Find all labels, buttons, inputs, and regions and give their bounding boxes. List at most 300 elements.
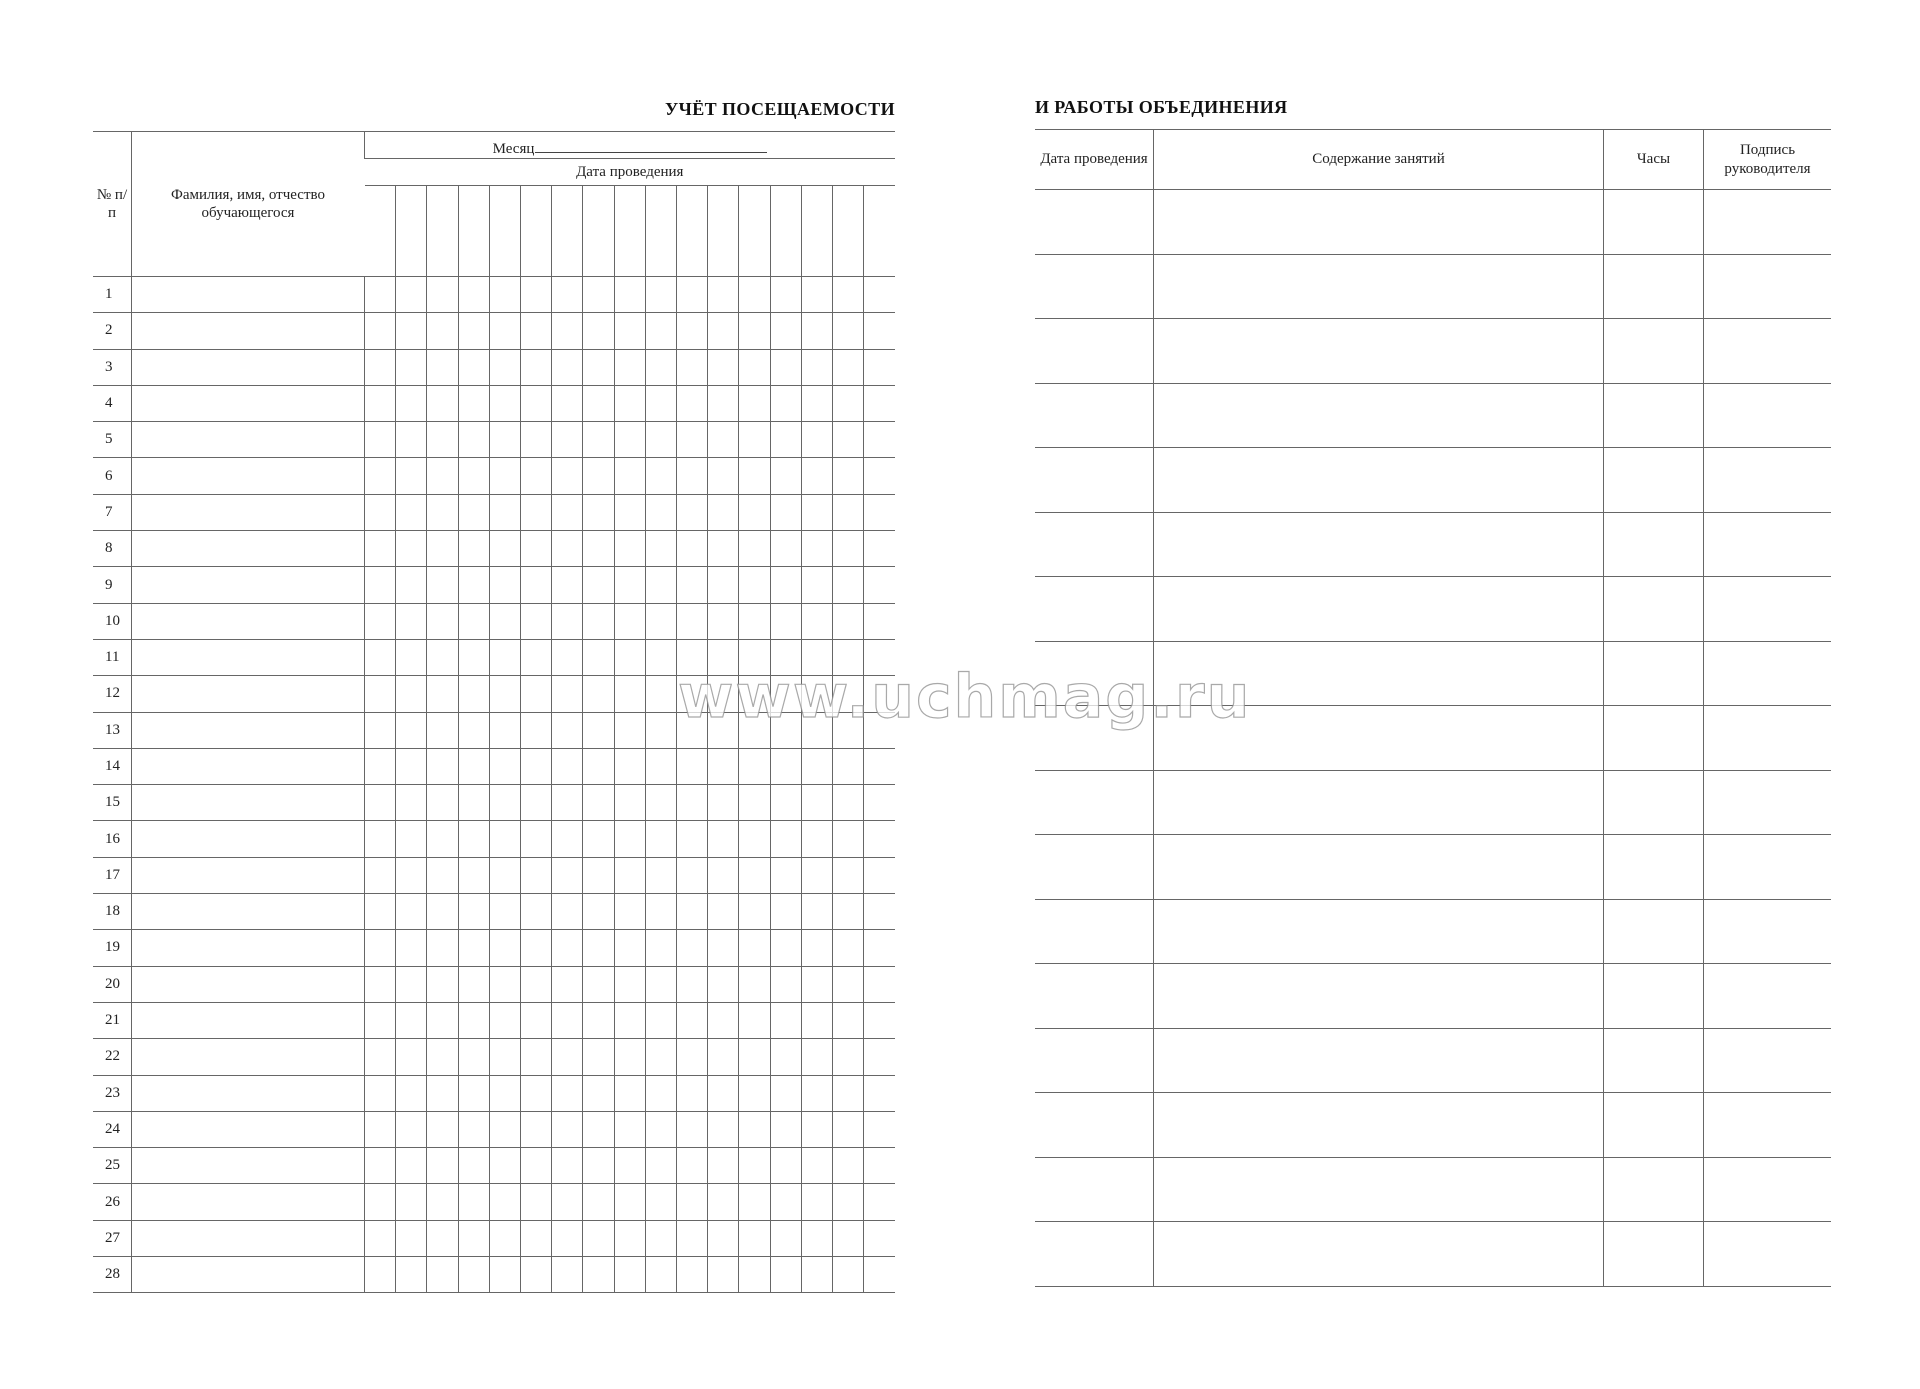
attendance-cell[interactable] (365, 1257, 396, 1293)
hours-cell[interactable] (1604, 190, 1704, 255)
signature-cell[interactable] (1704, 190, 1832, 255)
attendance-cell[interactable] (489, 567, 520, 603)
attendance-cell[interactable] (677, 821, 708, 857)
attendance-cell[interactable] (614, 894, 645, 930)
attendance-cell[interactable] (801, 894, 832, 930)
lesson-date-cell[interactable] (1035, 383, 1154, 448)
attendance-cell[interactable] (365, 748, 396, 784)
attendance-cell[interactable] (552, 785, 583, 821)
lesson-date-cell[interactable] (1035, 1093, 1154, 1158)
attendance-cell[interactable] (614, 676, 645, 712)
attendance-cell[interactable] (458, 567, 489, 603)
attendance-cell[interactable] (708, 349, 739, 385)
attendance-cell[interactable] (365, 458, 396, 494)
attendance-cell[interactable] (583, 712, 614, 748)
student-name-cell[interactable] (132, 349, 365, 385)
attendance-cell[interactable] (677, 494, 708, 530)
attendance-cell[interactable] (583, 494, 614, 530)
attendance-cell[interactable] (552, 1148, 583, 1184)
attendance-cell[interactable] (552, 1002, 583, 1038)
attendance-cell[interactable] (739, 567, 770, 603)
attendance-cell[interactable] (489, 313, 520, 349)
lesson-content-cell[interactable] (1154, 1093, 1604, 1158)
attendance-cell[interactable] (770, 277, 801, 313)
lesson-date-cell[interactable] (1035, 1157, 1154, 1222)
date-column-cell[interactable] (708, 186, 739, 277)
attendance-cell[interactable] (677, 349, 708, 385)
attendance-cell[interactable] (458, 1075, 489, 1111)
attendance-cell[interactable] (833, 785, 864, 821)
attendance-cell[interactable] (770, 821, 801, 857)
attendance-cell[interactable] (458, 712, 489, 748)
lesson-content-cell[interactable] (1154, 577, 1604, 642)
student-name-cell[interactable] (132, 676, 365, 712)
attendance-cell[interactable] (864, 1220, 895, 1256)
attendance-cell[interactable] (739, 857, 770, 893)
attendance-cell[interactable] (801, 930, 832, 966)
date-column-cell[interactable] (801, 186, 832, 277)
attendance-cell[interactable] (396, 1220, 427, 1256)
attendance-cell[interactable] (739, 531, 770, 567)
attendance-cell[interactable] (739, 1002, 770, 1038)
attendance-cell[interactable] (458, 1002, 489, 1038)
attendance-cell[interactable] (614, 422, 645, 458)
attendance-cell[interactable] (864, 966, 895, 1002)
attendance-cell[interactable] (365, 531, 396, 567)
attendance-cell[interactable] (396, 567, 427, 603)
attendance-cell[interactable] (552, 894, 583, 930)
attendance-cell[interactable] (458, 676, 489, 712)
signature-cell[interactable] (1704, 383, 1832, 448)
attendance-cell[interactable] (739, 422, 770, 458)
attendance-cell[interactable] (864, 748, 895, 784)
hours-cell[interactable] (1604, 383, 1704, 448)
attendance-cell[interactable] (614, 603, 645, 639)
student-name-cell[interactable] (132, 385, 365, 421)
attendance-cell[interactable] (708, 1184, 739, 1220)
date-column-cell[interactable] (427, 186, 458, 277)
attendance-cell[interactable] (458, 313, 489, 349)
lesson-date-cell[interactable] (1035, 899, 1154, 964)
attendance-cell[interactable] (365, 567, 396, 603)
attendance-cell[interactable] (427, 748, 458, 784)
attendance-cell[interactable] (583, 1075, 614, 1111)
attendance-cell[interactable] (614, 1220, 645, 1256)
attendance-cell[interactable] (708, 494, 739, 530)
hours-cell[interactable] (1604, 1093, 1704, 1158)
attendance-cell[interactable] (365, 313, 396, 349)
attendance-cell[interactable] (396, 966, 427, 1002)
attendance-cell[interactable] (396, 1111, 427, 1147)
attendance-cell[interactable] (770, 1075, 801, 1111)
lesson-content-cell[interactable] (1154, 319, 1604, 384)
attendance-cell[interactable] (614, 966, 645, 1002)
attendance-cell[interactable] (552, 1184, 583, 1220)
attendance-cell[interactable] (864, 567, 895, 603)
attendance-cell[interactable] (396, 1184, 427, 1220)
attendance-cell[interactable] (521, 676, 552, 712)
student-name-cell[interactable] (132, 313, 365, 349)
attendance-cell[interactable] (552, 458, 583, 494)
lesson-date-cell[interactable] (1035, 577, 1154, 642)
signature-cell[interactable] (1704, 899, 1832, 964)
attendance-cell[interactable] (458, 1257, 489, 1293)
attendance-cell[interactable] (427, 422, 458, 458)
attendance-cell[interactable] (365, 1075, 396, 1111)
date-column-cell[interactable] (489, 186, 520, 277)
attendance-cell[interactable] (677, 1184, 708, 1220)
attendance-cell[interactable] (614, 748, 645, 784)
attendance-cell[interactable] (677, 748, 708, 784)
attendance-cell[interactable] (583, 639, 614, 675)
attendance-cell[interactable] (489, 277, 520, 313)
attendance-cell[interactable] (614, 930, 645, 966)
attendance-cell[interactable] (583, 1039, 614, 1075)
student-name-cell[interactable] (132, 458, 365, 494)
attendance-cell[interactable] (458, 1220, 489, 1256)
student-name-cell[interactable] (132, 639, 365, 675)
attendance-cell[interactable] (770, 1148, 801, 1184)
attendance-cell[interactable] (801, 966, 832, 1002)
attendance-cell[interactable] (833, 385, 864, 421)
attendance-cell[interactable] (458, 639, 489, 675)
student-name-cell[interactable] (132, 422, 365, 458)
attendance-cell[interactable] (677, 385, 708, 421)
attendance-cell[interactable] (552, 313, 583, 349)
attendance-cell[interactable] (396, 1002, 427, 1038)
hours-cell[interactable] (1604, 1028, 1704, 1093)
attendance-cell[interactable] (677, 277, 708, 313)
attendance-cell[interactable] (552, 1257, 583, 1293)
attendance-cell[interactable] (427, 894, 458, 930)
attendance-cell[interactable] (396, 1257, 427, 1293)
attendance-cell[interactable] (645, 494, 676, 530)
attendance-cell[interactable] (396, 531, 427, 567)
attendance-cell[interactable] (708, 567, 739, 603)
date-column-cell[interactable] (864, 186, 895, 277)
attendance-cell[interactable] (521, 422, 552, 458)
hours-cell[interactable] (1604, 577, 1704, 642)
attendance-cell[interactable] (801, 603, 832, 639)
attendance-cell[interactable] (770, 494, 801, 530)
attendance-cell[interactable] (833, 422, 864, 458)
attendance-cell[interactable] (427, 494, 458, 530)
attendance-cell[interactable] (396, 277, 427, 313)
attendance-cell[interactable] (458, 1184, 489, 1220)
attendance-cell[interactable] (583, 567, 614, 603)
attendance-cell[interactable] (708, 458, 739, 494)
attendance-cell[interactable] (458, 857, 489, 893)
attendance-cell[interactable] (583, 748, 614, 784)
date-column-cell[interactable] (583, 186, 614, 277)
month-blank-line[interactable] (535, 138, 767, 153)
attendance-cell[interactable] (489, 966, 520, 1002)
lesson-date-cell[interactable] (1035, 254, 1154, 319)
attendance-cell[interactable] (864, 821, 895, 857)
attendance-cell[interactable] (833, 567, 864, 603)
attendance-cell[interactable] (427, 966, 458, 1002)
attendance-cell[interactable] (521, 277, 552, 313)
attendance-cell[interactable] (833, 821, 864, 857)
attendance-cell[interactable] (864, 349, 895, 385)
attendance-cell[interactable] (677, 603, 708, 639)
signature-cell[interactable] (1704, 1222, 1832, 1287)
attendance-cell[interactable] (677, 1220, 708, 1256)
attendance-cell[interactable] (458, 531, 489, 567)
attendance-cell[interactable] (521, 857, 552, 893)
attendance-cell[interactable] (614, 821, 645, 857)
attendance-cell[interactable] (489, 458, 520, 494)
attendance-cell[interactable] (458, 966, 489, 1002)
attendance-cell[interactable] (864, 385, 895, 421)
attendance-cell[interactable] (427, 385, 458, 421)
lesson-content-cell[interactable] (1154, 1222, 1604, 1287)
attendance-cell[interactable] (864, 1039, 895, 1075)
attendance-cell[interactable] (645, 1002, 676, 1038)
attendance-cell[interactable] (770, 930, 801, 966)
attendance-cell[interactable] (864, 785, 895, 821)
lesson-content-cell[interactable] (1154, 448, 1604, 513)
attendance-cell[interactable] (864, 1257, 895, 1293)
attendance-cell[interactable] (614, 857, 645, 893)
hours-cell[interactable] (1604, 835, 1704, 900)
attendance-cell[interactable] (427, 1220, 458, 1256)
attendance-cell[interactable] (427, 1148, 458, 1184)
attendance-cell[interactable] (521, 458, 552, 494)
attendance-cell[interactable] (552, 1039, 583, 1075)
attendance-cell[interactable] (864, 894, 895, 930)
attendance-cell[interactable] (427, 1184, 458, 1220)
attendance-cell[interactable] (489, 531, 520, 567)
attendance-cell[interactable] (739, 603, 770, 639)
attendance-cell[interactable] (521, 494, 552, 530)
attendance-cell[interactable] (801, 531, 832, 567)
attendance-cell[interactable] (801, 422, 832, 458)
attendance-cell[interactable] (645, 1257, 676, 1293)
attendance-cell[interactable] (489, 1184, 520, 1220)
attendance-cell[interactable] (552, 930, 583, 966)
attendance-cell[interactable] (583, 313, 614, 349)
attendance-cell[interactable] (489, 385, 520, 421)
attendance-cell[interactable] (801, 785, 832, 821)
attendance-cell[interactable] (614, 639, 645, 675)
attendance-cell[interactable] (677, 422, 708, 458)
attendance-cell[interactable] (770, 313, 801, 349)
attendance-cell[interactable] (583, 1111, 614, 1147)
attendance-cell[interactable] (864, 494, 895, 530)
attendance-cell[interactable] (801, 349, 832, 385)
attendance-cell[interactable] (770, 422, 801, 458)
lesson-date-cell[interactable] (1035, 770, 1154, 835)
attendance-cell[interactable] (552, 349, 583, 385)
attendance-cell[interactable] (521, 966, 552, 1002)
attendance-cell[interactable] (365, 349, 396, 385)
attendance-cell[interactable] (521, 1257, 552, 1293)
attendance-cell[interactable] (521, 385, 552, 421)
attendance-cell[interactable] (583, 458, 614, 494)
attendance-cell[interactable] (801, 567, 832, 603)
attendance-cell[interactable] (833, 313, 864, 349)
attendance-cell[interactable] (614, 458, 645, 494)
attendance-cell[interactable] (365, 1039, 396, 1075)
attendance-cell[interactable] (427, 857, 458, 893)
attendance-cell[interactable] (645, 639, 676, 675)
attendance-cell[interactable] (801, 1184, 832, 1220)
signature-cell[interactable] (1704, 770, 1832, 835)
signature-cell[interactable] (1704, 1028, 1832, 1093)
attendance-cell[interactable] (489, 676, 520, 712)
lesson-content-cell[interactable] (1154, 1028, 1604, 1093)
hours-cell[interactable] (1604, 448, 1704, 513)
student-name-cell[interactable] (132, 1039, 365, 1075)
attendance-cell[interactable] (365, 603, 396, 639)
attendance-cell[interactable] (583, 1184, 614, 1220)
attendance-cell[interactable] (521, 1220, 552, 1256)
attendance-cell[interactable] (489, 894, 520, 930)
attendance-cell[interactable] (801, 748, 832, 784)
attendance-cell[interactable] (365, 1184, 396, 1220)
student-name-cell[interactable] (132, 1075, 365, 1111)
attendance-cell[interactable] (645, 1039, 676, 1075)
attendance-cell[interactable] (739, 313, 770, 349)
student-name-cell[interactable] (132, 1220, 365, 1256)
attendance-cell[interactable] (645, 1184, 676, 1220)
attendance-cell[interactable] (489, 422, 520, 458)
attendance-cell[interactable] (833, 1111, 864, 1147)
attendance-cell[interactable] (833, 1148, 864, 1184)
signature-cell[interactable] (1704, 319, 1832, 384)
attendance-cell[interactable] (677, 567, 708, 603)
attendance-cell[interactable] (552, 639, 583, 675)
student-name-cell[interactable] (132, 1184, 365, 1220)
attendance-cell[interactable] (770, 1002, 801, 1038)
attendance-cell[interactable] (427, 531, 458, 567)
student-name-cell[interactable] (132, 603, 365, 639)
attendance-cell[interactable] (489, 857, 520, 893)
attendance-cell[interactable] (708, 1111, 739, 1147)
attendance-cell[interactable] (677, 1257, 708, 1293)
attendance-cell[interactable] (677, 458, 708, 494)
signature-cell[interactable] (1704, 706, 1832, 771)
attendance-cell[interactable] (677, 1002, 708, 1038)
attendance-cell[interactable] (489, 1002, 520, 1038)
date-column-cell[interactable] (396, 186, 427, 277)
attendance-cell[interactable] (427, 1111, 458, 1147)
signature-cell[interactable] (1704, 577, 1832, 642)
attendance-cell[interactable] (645, 930, 676, 966)
student-name-cell[interactable] (132, 821, 365, 857)
attendance-cell[interactable] (521, 930, 552, 966)
attendance-cell[interactable] (552, 966, 583, 1002)
student-name-cell[interactable] (132, 567, 365, 603)
attendance-cell[interactable] (583, 1257, 614, 1293)
lesson-date-cell[interactable] (1035, 964, 1154, 1029)
attendance-cell[interactable] (677, 1111, 708, 1147)
attendance-cell[interactable] (614, 785, 645, 821)
attendance-cell[interactable] (739, 1184, 770, 1220)
attendance-cell[interactable] (833, 1075, 864, 1111)
attendance-cell[interactable] (396, 458, 427, 494)
attendance-cell[interactable] (770, 349, 801, 385)
attendance-cell[interactable] (365, 277, 396, 313)
lesson-date-cell[interactable] (1035, 512, 1154, 577)
attendance-cell[interactable] (365, 422, 396, 458)
attendance-cell[interactable] (365, 1220, 396, 1256)
attendance-cell[interactable] (770, 1257, 801, 1293)
student-name-cell[interactable] (132, 857, 365, 893)
attendance-cell[interactable] (864, 1111, 895, 1147)
attendance-cell[interactable] (552, 385, 583, 421)
attendance-cell[interactable] (427, 458, 458, 494)
attendance-cell[interactable] (396, 422, 427, 458)
attendance-cell[interactable] (614, 1184, 645, 1220)
attendance-cell[interactable] (552, 748, 583, 784)
attendance-cell[interactable] (801, 277, 832, 313)
attendance-cell[interactable] (614, 567, 645, 603)
attendance-cell[interactable] (677, 785, 708, 821)
attendance-cell[interactable] (864, 857, 895, 893)
attendance-cell[interactable] (645, 603, 676, 639)
attendance-cell[interactable] (489, 603, 520, 639)
attendance-cell[interactable] (739, 785, 770, 821)
attendance-cell[interactable] (365, 1111, 396, 1147)
attendance-cell[interactable] (583, 349, 614, 385)
hours-cell[interactable] (1604, 1157, 1704, 1222)
date-column-cell[interactable] (833, 186, 864, 277)
attendance-cell[interactable] (739, 821, 770, 857)
attendance-cell[interactable] (583, 785, 614, 821)
attendance-cell[interactable] (645, 966, 676, 1002)
attendance-cell[interactable] (583, 603, 614, 639)
attendance-cell[interactable] (770, 603, 801, 639)
attendance-cell[interactable] (365, 385, 396, 421)
attendance-cell[interactable] (770, 385, 801, 421)
attendance-cell[interactable] (552, 1075, 583, 1111)
attendance-cell[interactable] (365, 1148, 396, 1184)
attendance-cell[interactable] (489, 1039, 520, 1075)
attendance-cell[interactable] (708, 930, 739, 966)
hours-cell[interactable] (1604, 512, 1704, 577)
attendance-cell[interactable] (645, 821, 676, 857)
lesson-date-cell[interactable] (1035, 448, 1154, 513)
attendance-cell[interactable] (583, 930, 614, 966)
signature-cell[interactable] (1704, 964, 1832, 1029)
attendance-cell[interactable] (739, 930, 770, 966)
attendance-cell[interactable] (521, 1039, 552, 1075)
hours-cell[interactable] (1604, 706, 1704, 771)
attendance-cell[interactable] (427, 639, 458, 675)
attendance-cell[interactable] (458, 748, 489, 784)
attendance-cell[interactable] (739, 1039, 770, 1075)
attendance-cell[interactable] (489, 712, 520, 748)
attendance-cell[interactable] (521, 785, 552, 821)
date-column-cell[interactable] (677, 186, 708, 277)
attendance-cell[interactable] (365, 930, 396, 966)
student-name-cell[interactable] (132, 1257, 365, 1293)
attendance-cell[interactable] (739, 1257, 770, 1293)
attendance-cell[interactable] (365, 494, 396, 530)
attendance-cell[interactable] (739, 748, 770, 784)
date-column-cell[interactable] (552, 186, 583, 277)
attendance-cell[interactable] (458, 422, 489, 458)
hours-cell[interactable] (1604, 254, 1704, 319)
attendance-cell[interactable] (864, 531, 895, 567)
attendance-cell[interactable] (489, 930, 520, 966)
attendance-cell[interactable] (770, 785, 801, 821)
attendance-cell[interactable] (708, 785, 739, 821)
attendance-cell[interactable] (833, 930, 864, 966)
attendance-cell[interactable] (458, 1111, 489, 1147)
